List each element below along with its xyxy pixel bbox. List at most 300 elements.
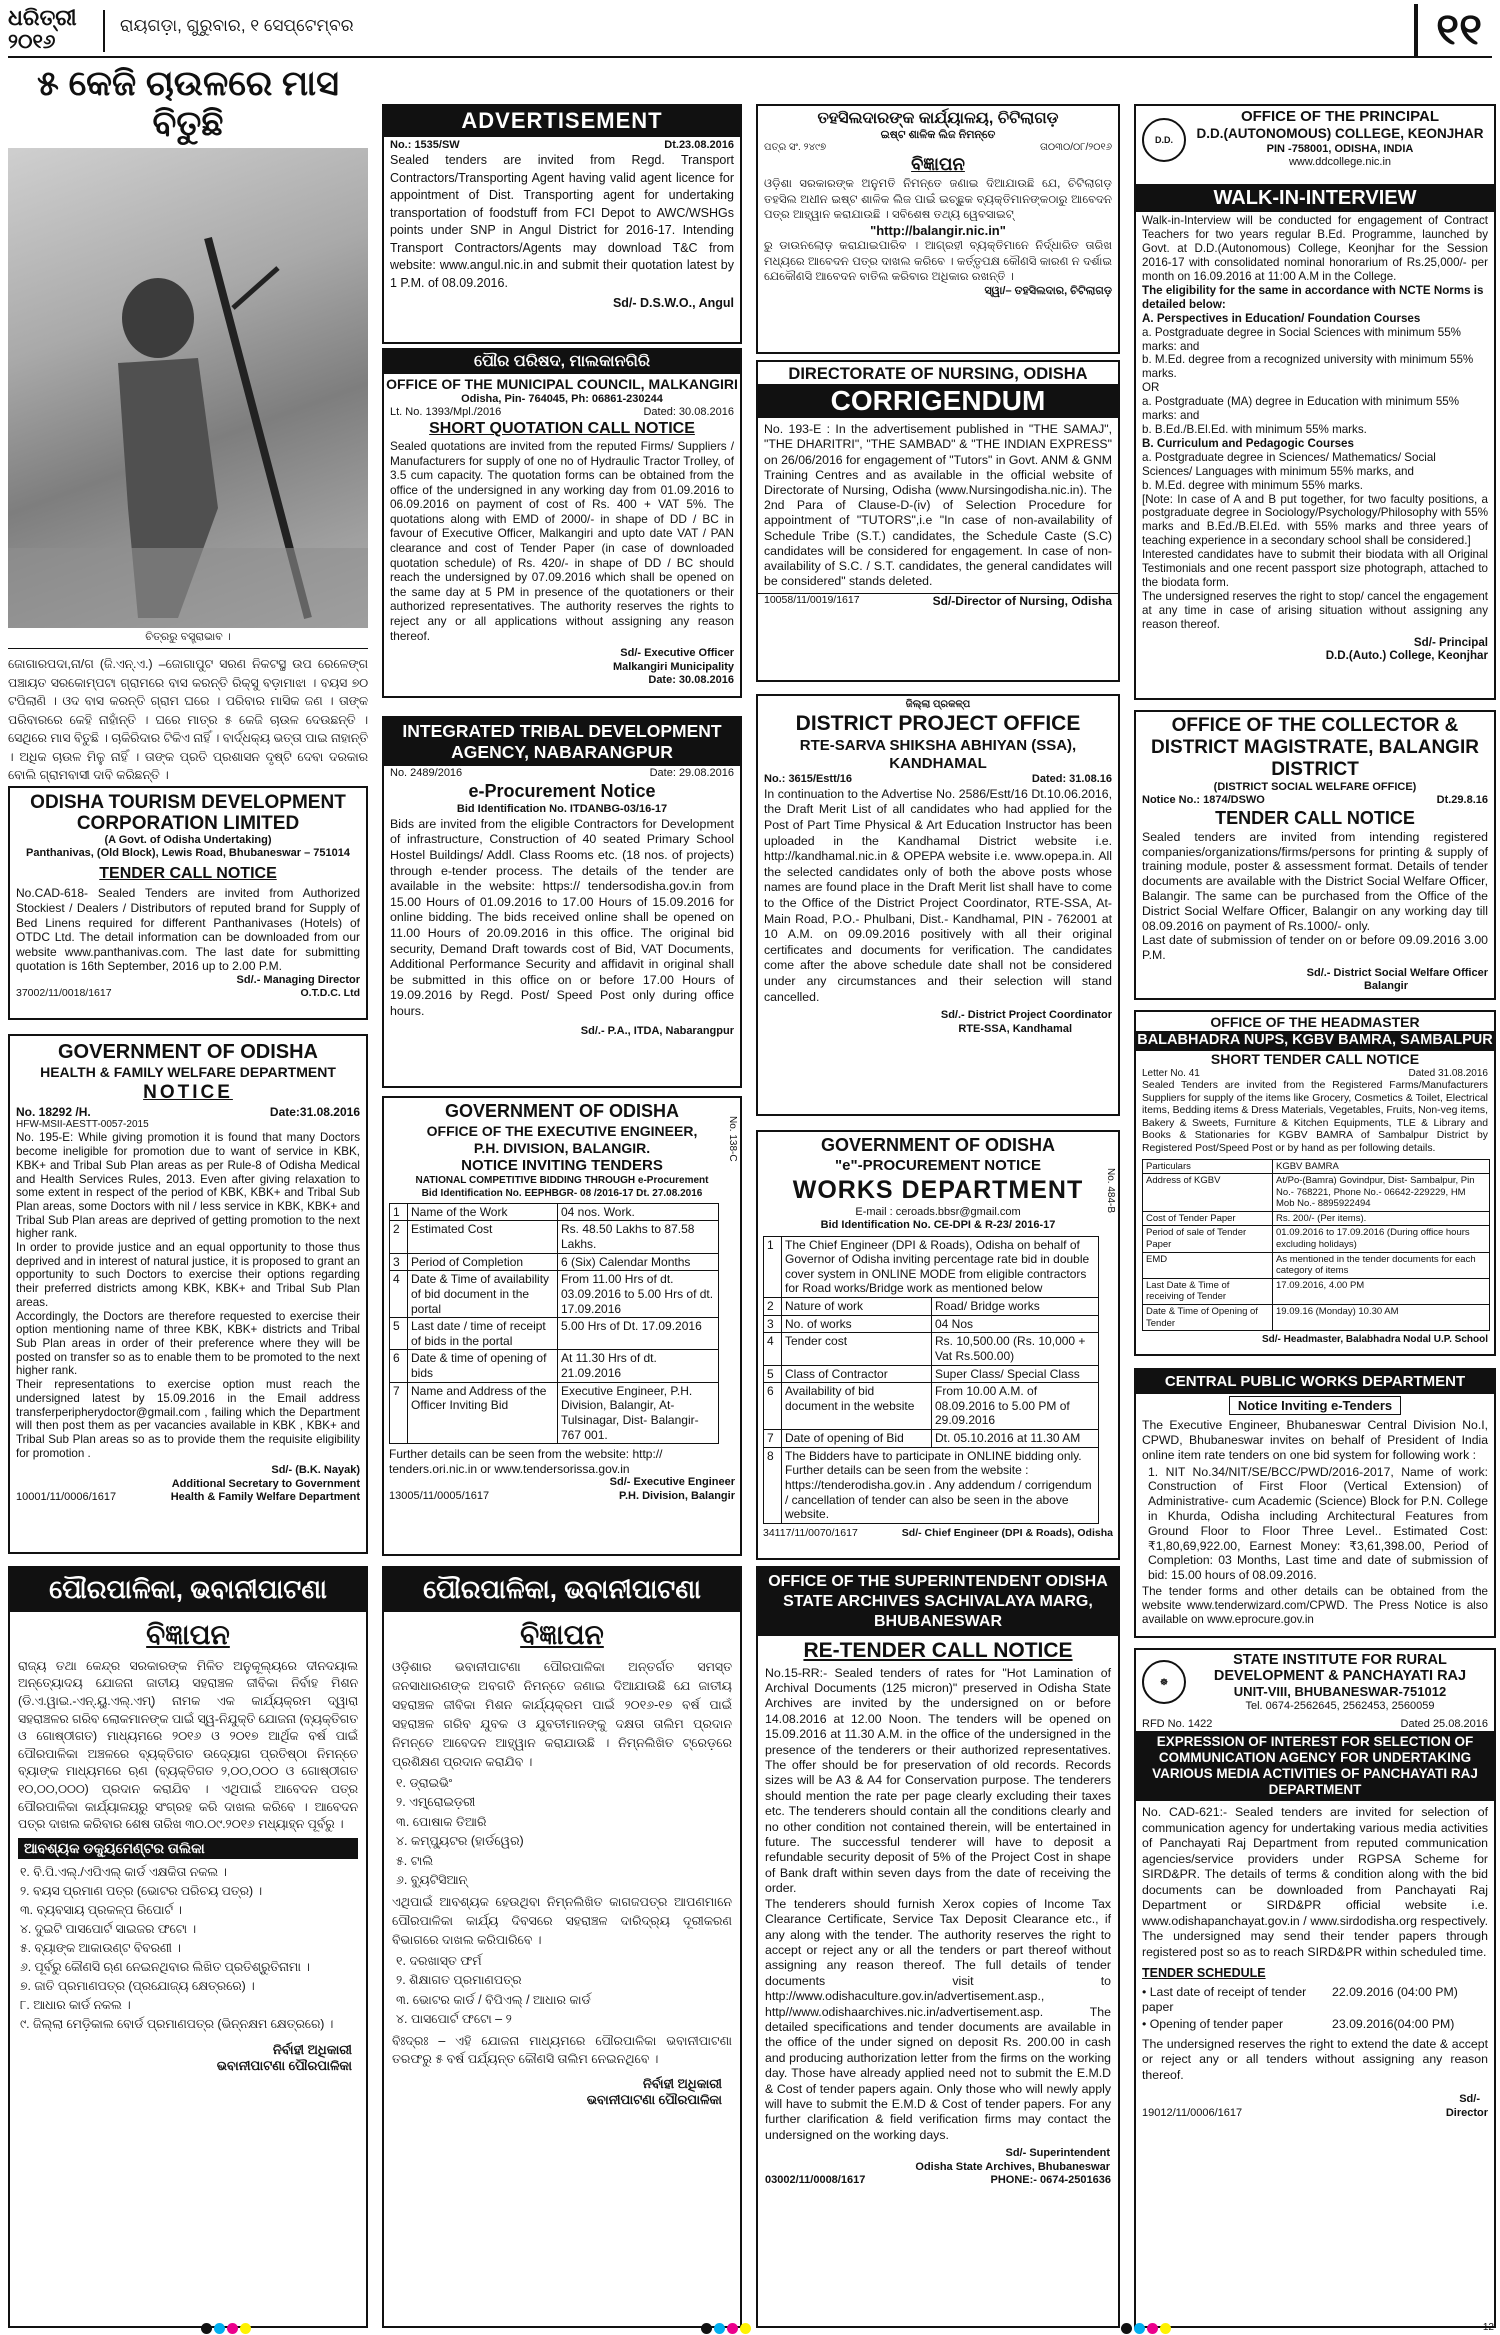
nursing-body: No. 193-E : In the advertisement published in "THE SAMAJ", "THE DHARITRI", "THE SAMBAD" & "THE INDIAN EXPRESS" on 26/06/2016 for engagement of "Tutors" in Govt. ANM & GNM Training Centres and as available in the official website of Directorate of Nursing, Odisha (www.Nursingodisha.nic.in). The 2nd Para of Clause-D-(iv) of Selection Procedure for appointment of "TUTORS",i.e "In case of non-availability of Schedule Tribe (S.T.) candidates, the Schedule Caste (S.C) candidates will be considered for engagement. In case of non-availability of S.C. / S.T. candidates, the general candidates will be considered" stands deleted. — [764, 422, 1112, 589]
ad-nursing — [756, 360, 1120, 682]
doc-list-item: ୯. ଜିଲ୍ଲା ମେଡ଼ିକାଲ ବୋର୍ଡ ପ୍ରମାଣପତ୍ର (ଭିନ୍ନକ୍ଷମ କ୍ଷେତ୍ରରେ) । — [20, 2016, 334, 2031]
bhawani2-title: ପୌରପାଳିକା, ଭବାନୀପାଟଣା — [384, 1568, 740, 1612]
nursing-title: DIRECTORATE OF NURSING, ODISHA — [788, 365, 1088, 383]
malkangiri-ref — [384, 406, 740, 419]
doc-list-item: ୭. ଜାତି ପ୍ରମାଣପତ୍ର (ପ୍ରଯୋଜ୍ୟ କ୍ଷେତ୍ରରେ) । — [20, 1978, 255, 1993]
sirdpr-s1-value: 22.09.2016 (04:00 PM) — [1332, 1984, 1458, 1999]
tahsil-website: "http://balangir.nic.in" — [870, 222, 1006, 238]
sirdpr-s2 — [1136, 2016, 1494, 2033]
cpwd-tail: The tender forms and other details can be obtained from the website www.tenderwizard.com/CPWD. The Press Notice is also available on www.eprocure.gov.in — [1142, 1584, 1488, 1626]
sirdpr-code: 19012/11/0006/1617 — [1142, 2106, 1243, 2119]
trade-list-item: ୪. କମ୍ପ୍ୟୁଟର (ହାର୍ଡୱେର) — [396, 1834, 524, 1849]
otdc-title: ODISHA TOURISM DEVELOPMENT CORPORATION LIMITED — [30, 792, 346, 834]
angul-ref — [390, 139, 734, 152]
sirdpr-tel: Tel. 0674-2562645, 2562453, 2560059 — [1245, 1699, 1435, 1712]
collector-ref — [1142, 794, 1488, 807]
sirdpr-ref — [1136, 1718, 1494, 1731]
table-cell: Period of sale of Tender Paper — [1143, 1226, 1273, 1252]
table-row — [390, 1350, 719, 1382]
ad-ph-division — [382, 1096, 742, 1556]
tahsil-sub: ଇଷ୍ଟ ଶାଳିକ ଲିଜ ନିମନ୍ତେ — [880, 128, 996, 141]
ssa-odia: ଜିଲ୍ଲା ପ୍ରକଳ୍ପ — [905, 699, 971, 710]
table-row — [1143, 1278, 1490, 1304]
principal-b-head: B. Curriculum and Pedagogic Courses — [1142, 436, 1354, 450]
tahsil-signature: ସ୍ୱା/– ତହସିଲଦାର, ଚିଟିଲାଗଡ଼ — [984, 284, 1112, 297]
doc-list-item: ୧. ଦରଖାସ୍ତ ଫର୍ମ — [396, 1953, 482, 1968]
malkangiri-odia: ପୌର ପରିଷଦ, ମାଲକାନଗିରି — [384, 350, 740, 374]
doc-list-item: ୨. ଶିକ୍ଷାଗତ ପ୍ରମାଣପତ୍ର — [396, 1973, 522, 1988]
health-file: HFW-MSII-AESTT-0057-2015 — [16, 1119, 149, 1131]
otdc-sub: (A Govt. of Odisha Undertaking) — [104, 834, 272, 846]
sirdpr-footer — [1136, 2107, 1494, 2120]
cpwd-sub: Notice Inviting e-Tenders — [1229, 1396, 1401, 1415]
table-cell: 2 — [764, 1298, 782, 1316]
table-row — [764, 1365, 1099, 1383]
trade-list-item: ୨. ଏମ୍ବ୍ରୋଇଡ଼ରୀ — [396, 1795, 476, 1810]
collector-no: Notice No.: 1874/DSWO — [1142, 794, 1265, 807]
ad-otdc — [8, 786, 368, 1020]
health-sig-name: Sd/- (B.K. Nayak) — [271, 1464, 360, 1477]
bhawani1-sig-title: ନିର୍ବାହୀ ଅଧିକାରୀ — [272, 2041, 352, 2057]
tahsil-body: ଓଡ଼ିଶା ସରକାରଙ୍କ ଅନୁମତି ନିମନ୍ତେ ଜଣାଇ ଦିଆଯାଉଛି ଯେ, ଚିଟିଲାଗଡ଼ ତହସିଲ ଅଧୀନ ଇଷ୍ଟ ଶାଳିକ ଲିଜ ପାଇଁ ଇଚ୍ଛୁକ ବ୍ୟକ୍ତିମାନଙ୍କଠାରୁ ଆବେଦନ ପତ୍ର ଆହ୍ୱାନ କରାଯାଉଛି । ସବିଶେଷ ତଥ୍ୟ ୱେବସାଇଟ୍ — [764, 177, 1112, 222]
tahsil-no: ପତ୍ର ସଂ. ୨୪୯୭ — [764, 141, 827, 153]
table-row — [764, 1333, 1099, 1365]
table-cell: Date & Time of Opening of Tender — [1143, 1304, 1273, 1330]
table-cell: Period of Completion — [408, 1253, 558, 1271]
table-row — [764, 1447, 1099, 1523]
nursing-footer — [758, 593, 1118, 609]
health-title: GOVERNMENT OF ODISHA — [57, 1041, 318, 1063]
table-cell: 6 — [390, 1350, 408, 1382]
principal-note: [Note: In case of A and B put together, for two faculty positions, a postgraduate degree in Sociology/Psychology/Philosophy with 55% marks and B.Ed./B.El.Ed. with 55% marks and three years of teaching experience in a secondary school shall be considered.] — [1142, 492, 1488, 548]
table-cell: Date of opening of Bid — [782, 1430, 932, 1448]
principal-web: www.ddcollege.nic.in — [1288, 156, 1392, 169]
bhawani2-trade-list — [384, 1772, 740, 1893]
tahsil-title: ତହସିଲଦାରଙ୍କ କାର୍ଯ୍ୟାଳୟ, ଚିଟିଲାଗଡ଼ — [817, 110, 1059, 127]
ad-tahsil — [756, 104, 1120, 354]
ssa-sub: RTE-SARVA SHIKSHA ABHIYAN (SSA), KANDHAMAL — [799, 736, 1077, 773]
bhawani2-mid: ଏଥିପାଇଁ ଆବଶ୍ୟକ ହେଉଥିବା ନିମ୍ନଲିଖିତ କାଗଜପତ୍ର ଆପଣମାନେ ପୌରପାଳିକା କାର୍ଯ୍ୟ ଦିବସରେ ସହରାଞ୍ଚଳ ଦାରିଦ୍ର୍ୟ ଦୂରୀକରଣ ବିଭାଗରେ ଦାଖଲ କରିପାରିବେ । — [392, 1894, 732, 1947]
principal-pin: PIN -758001, ODISHA, INDIA — [1266, 142, 1414, 155]
principal-b1: a. Postgraduate degree in Sciences/ Mathematics/ Social Sciences/ Languages with minimum 55% marks, and — [1142, 450, 1436, 478]
table-cell: At 11.30 Hrs of dt. 21.09.2016 — [558, 1350, 719, 1382]
sirdpr-s2-label: • Opening of tender paper — [1142, 2016, 1284, 2031]
bhawani1-doc-list — [10, 1863, 366, 2034]
ph-tail: Further details can be seen from the website: http:// tenders.ori.nic.in or www.tendersorissa.gov.in — [389, 1447, 663, 1476]
table-cell: Last date / time of receipt of bids in the portal — [408, 1318, 558, 1350]
doc-list-item: ୫. ବ୍ୟାଙ୍କ ଆକାଉଣ୍ଟ ବିବରଣୀ । — [20, 1940, 181, 1955]
otdc-org: O.T.D.C. Ltd — [300, 987, 360, 1000]
page-number: ୧୧ — [1414, 4, 1482, 56]
table-cell: As mentioned in the tender documents for each category of items — [1273, 1252, 1490, 1278]
itda-bid: Bid Identification No. ITDANBG-03/16-17 — [456, 803, 668, 816]
collector-notice: TENDER CALL NOTICE — [1215, 807, 1415, 828]
collector-sig1: Sd/.- District Social Welfare Officer — [1306, 966, 1488, 979]
ph-notice: NOTICE INVITING TENDERS — [461, 1157, 663, 1175]
archives-phone: PHONE:- 0674-2501636 — [990, 2174, 1111, 2187]
collector-body: Sealed tenders are invited from intending registered companies/organizations/firms/persons for printing & supply of training module, poster & assessment format. Details of tender documents are available with the District Social Welfare Officer, Balangir. The same can be purchased from the Office of the District Social Welfare Officer, Balangir on any working day till 08.09.2016 on payment of Rs.1000/- only. Last date of submission of tender on or before 09.09.2016 3.00 P.M. — [1142, 829, 1488, 963]
malkangiri-notice: SHORT QUOTATION CALL NOTICE — [429, 420, 695, 438]
works-bid: Bid Identification No. CE-DPI & R-23/ 2016-17 — [820, 1219, 1056, 1232]
sirdpr-unit: UNIT-VIII, BHUBANESWAR-751012 — [1233, 1684, 1447, 1699]
health-sig-role: Additional Secretary to Government — [171, 1477, 360, 1490]
bhawani2-heading: ବିଜ୍ଞାପନ — [520, 1618, 604, 1650]
table-cell: Cost of Tender Paper — [1143, 1211, 1273, 1226]
doc-list-item: ୮. ଆଧାର କାର୍ଡ ନକଲ । — [20, 1997, 131, 2012]
ph-sig2: P.H. Division, Balangir — [619, 1489, 735, 1502]
table-cell: Estimated Cost — [408, 1221, 558, 1253]
sirdpr-sched: TENDER SCHEDULE — [1142, 1966, 1266, 1981]
ad-itda — [382, 716, 742, 1088]
ssa-sig2: RTE-SSA, Kandhamal — [958, 1022, 1072, 1035]
table-cell: Availability of bid document in the website — [782, 1383, 932, 1430]
table-cell: Name and Address of the Officer Inviting Bid — [408, 1382, 558, 1444]
collector-sig2: Balangir — [1363, 980, 1408, 993]
doc-list-item: ୪. ଦୁଇଟି ପାସପୋର୍ଟ ସାଇଜର ଫଟୋ । — [20, 1921, 196, 1936]
works-title: GOVERNMENT OF ODISHA — [820, 1135, 1055, 1155]
otdc-notice: TENDER CALL NOTICE — [99, 864, 277, 882]
doc-list-item: ୩. ବ୍ୟବସାୟ ପ୍ରକଳ୍ପ ରିପୋର୍ଟ । — [20, 1902, 182, 1917]
principal-elig: The eligibility for the same in accordance with NCTE Norms is detailed below: — [1142, 283, 1484, 311]
cpwd-body: The Executive Engineer, Bhubaneswar Central Division No.I, CPWD, Bhubaneswar invites on behalf of President of India online item rate tenders on one bid system for following work : — [1142, 1418, 1488, 1462]
table-row — [764, 1298, 1099, 1316]
kgbv-title: OFFICE OF THE HEADMASTER — [1210, 1014, 1420, 1030]
works-email: E-mail : ceroads.bbsr@gmail.com — [855, 1205, 1021, 1218]
angul-date: Dt.23.08.2016 — [664, 138, 734, 151]
itda-no: No. 2489/2016 — [390, 767, 463, 779]
table-cell: Super Class/ Special Class — [932, 1365, 1099, 1383]
table-cell: 4 — [390, 1271, 408, 1318]
tahsil-date: ତା୦୩୦/୦୮/୨୦୧୬ — [1039, 141, 1112, 153]
ad-bhawanipatna-1 — [8, 1566, 368, 2328]
ssa-title: DISTRICT PROJECT OFFICE — [795, 712, 1081, 736]
doc-list-item: ୪. ପାସପୋର୍ଟ ଫଟୋ – ୨ — [396, 2012, 512, 2027]
table-cell: At/Po-(Bamra) Govindpur, Dist- Sambalpur, Pin No.- 768221, Phone No.- 06642-229229, HM Mob No.- 8895922494 — [1273, 1174, 1490, 1212]
archives-footer — [758, 2174, 1118, 2187]
archives-title: OFFICE OF THE SUPERINTENDENT ODISHA STATE ARCHIVES SACHIVALAYA MARG, BHUBANESWAR — [758, 1568, 1118, 1636]
bhawani1-body: ରାଜ୍ୟ ତଥା କେନ୍ଦ୍ର ସରକାରଙ୍କ ମିଳିତ ଅନୁକୂଲ୍ୟରେ ଦୀନଦୟାଲ ଅନ୍ତ୍ୟୋଦୟ ଯୋଜନା ଜାତୀୟ ସହରାଞ୍ଚଳ ଜୀବିକା ନିର୍ବାହ ମିଶନ (ଡି.ଏ.ୱାଇ.-ଏନ୍.ୟୁ.ଏଲ୍.ଏମ୍) ନାମକ ଏକ କାର୍ଯ୍ୟକ୍ରମ ଦ୍ୱାରା ସହରାଞ୍ଚଳର ଗରିବ ଲୋକମାନଙ୍କ ପାଇଁ ସ୍ୱ-ନିଯୁକ୍ତି ଯୋଜନା (ବ୍ୟକ୍ତିଗତ ଓ ଗୋଷ୍ଠୀଗତ) ମାଧ୍ୟମରେ ୨୦୧୬ ଓ ୨୦୧୭ ଆର୍ଥିକ ବର୍ଷ ପାଇଁ ପୌରପାଳିକା ଅଞ୍ଚଳରେ ବ୍ୟକ୍ତିଗତ ଉଦ୍ୟୋଗ ପ୍ରତିଷ୍ଠା ନିମନ୍ତେ ବ୍ୟାଙ୍କ ମାଧ୍ୟମରେ ଋଣ (ବ୍ୟକ୍ତିଗତ ୨,୦୦,୦୦୦ ଓ ଗୋଷ୍ଠୀଗତ ୧୦,୦୦,୦୦୦) ପ୍ରଦାନ କରାଯିବ । ଏଥିପାଇଁ ଆବେଦନ ପତ୍ର ପୌରପାଳିକା କାର୍ଯ୍ୟାଳୟରୁ ସଂଗ୍ରହ କରି ଦାଖଲ କରିବେ । ଆବେଦନ ପତ୍ର ଦାଖଲ କରିବାର ଶେଷ ତାରିଖ ୩୦.୦୯.୨୦୧୬ ମଧ୍ୟାହ୍ନ ପୂର୍ବରୁ । — [18, 1658, 359, 1832]
ph-bid-id: Bid Identification No. EEPHBGR- 08 /2016-17 Dt. 27.08.2016 — [421, 1187, 703, 1199]
works-signature: Sd/- Chief Engineer (DPI & Roads), Odisha — [901, 1526, 1113, 1539]
itda-heading: e-Procurement Notice — [468, 781, 656, 802]
health-sub: HEALTH & FAMILY WELFARE DEPARTMENT — [40, 1064, 336, 1081]
table-cell: KGBV BAMRA — [1273, 1159, 1490, 1174]
paper-year: ୨୦୧୬ — [8, 31, 56, 53]
ph-sub2: P.H. DIVISION, BALANGIR. — [473, 1140, 651, 1157]
table-cell: Class of Contractor — [782, 1365, 932, 1383]
table-row — [390, 1271, 719, 1318]
health-notice: NOTICE — [143, 1082, 233, 1104]
health-no: No. 18292 /H. — [16, 1104, 91, 1119]
tahsil-ref — [764, 142, 1112, 154]
principal-b2: b. M.Ed. degree with minimum 55% marks. — [1142, 478, 1364, 492]
principal-a2: b. M.Ed. degree from a recognized university with minimum 55% marks. — [1142, 353, 1474, 381]
table-cell: Nature of work — [782, 1298, 932, 1316]
malkangiri-lt: Lt. No. 1393/Mpl./2016 — [390, 406, 502, 418]
ad-bhawanipatna-2 — [382, 1566, 742, 2328]
cmyk-dots-3 — [1120, 2322, 1172, 2335]
sirdpr-tail: The undersigned reserves the right to extend the date & accept or reject any or all tenders without assigning any reason thereof. — [1142, 2036, 1488, 2082]
table-cell: The Chief Engineer (DPI & Roads), Odisha on behalf of Governor of Odisha inviting percentage rate bid in double cover system in ONLINE MODE from eligible contractors for Road works/Bridge work as mentioned below — [782, 1236, 1099, 1298]
itda-signature: Sd/.- P.A., ITDA, Nabarangpur — [580, 1025, 734, 1038]
table-cell: 7 — [390, 1382, 408, 1444]
table-row — [390, 1203, 719, 1221]
health-footer — [16, 1478, 360, 1505]
table-cell: No. of works — [782, 1315, 932, 1333]
table-row — [1143, 1304, 1490, 1330]
kgbv-sub: BALABHADRA NUPS, KGBV BAMRA, SAMBALPUR — [1136, 1031, 1494, 1051]
kgbv-signature: Sd/- Headmaster, Balabhadra Nodal U.P. School — [1262, 1334, 1488, 1346]
sirdpr-body: No. CAD-621:- Sealed tenders are invited for selection of communication agency for undertaking various media activities of Panchayati Raj Department from reputed communication agencies/service providers under RGPSA Scheme for SIRD&PR. The details of terms & condition along with the bid documents can be downloaded from Panchayati Raj Department or SIRD&PR official website i.e. www.odishapanchayat.gov.in / www.sirdodisha.org respectively. The undersigned may send their tender papers through registered post so as to reach SIRD&PR within scheduled time. — [1142, 1805, 1488, 1959]
table-row — [390, 1253, 719, 1271]
tahsil-heading: ବିଜ୍ଞାପନ — [911, 154, 965, 175]
ad-sirdpr — [1134, 1648, 1496, 2328]
health-ref — [16, 1105, 360, 1120]
principal-sig2: D.D.(Auto.) College, Keonjhar — [1325, 649, 1488, 663]
cpwd-sub-wrap — [1136, 1398, 1494, 1414]
table-cell: Dt. 05.10.2016 at 11.30 AM — [932, 1430, 1099, 1448]
table-cell: 17.09.2016, 4.00 PM — [1273, 1278, 1490, 1304]
ad-kgbv — [1134, 1010, 1496, 1356]
ph-tender-table — [389, 1203, 719, 1444]
cpwd-title: CENTRAL PUBLIC WORKS DEPARTMENT — [1136, 1370, 1494, 1394]
principal-tail: Interested candidates have to submit their biodata with all Original Testimonials and one recent passport size photograph, attached to the biodata form. The undersigned reserves the right to stop/ cancel the engagement at any time in case of arising situation without assigning any reason thereof. — [1142, 548, 1488, 631]
ssa-sig1: Sd/.- District Project Coordinator — [940, 1009, 1112, 1022]
collector-sub: (DISTRICT SOCIAL WELFARE OFFICE) — [1213, 781, 1417, 793]
principal-body: Walk-in-Interview will be conducted for engagement of Contract Teachers for two years regular B.Ed. Programme, launched by Govt. at D.D.(Autonomous) College, Keonjhar for the Session 2016-17 with consolidated nominal honorarium of Rs.25,000/- per month on 16.09.2016 at 11:00 A.M in the College. — [1142, 214, 1488, 284]
principal-heading: WALK-IN-INTERVIEW — [1136, 184, 1494, 212]
otdc-footer — [16, 987, 360, 1000]
table-cell: 19.09.16 (Monday) 10.30 AM — [1273, 1304, 1490, 1330]
table-cell: Date & Time of availability of bid document in the portal — [408, 1271, 558, 1318]
works-sub: "e"-PROCUREMENT NOTICE — [835, 1156, 1041, 1174]
story-photo — [8, 148, 368, 628]
malkangiri-date: Dated: 30.08.2016 — [643, 406, 734, 418]
table-cell: 4 — [764, 1333, 782, 1365]
table-cell: Road/ Bridge works — [932, 1298, 1099, 1316]
archives-sig1: Sd/- Superintendent — [1005, 2147, 1110, 2160]
archives-sig2: Odisha State Archives, Bhubaneswar — [915, 2160, 1110, 2173]
sirdpr-heading: EXPRESSION OF INTEREST FOR SELECTION OF COMMUNICATION AGENCY FOR UNDERTAKING VARIOUS MEDIA ACTIVITIES OF PANCHAYATI RAJ DEPARTMENT — [1136, 1731, 1494, 1801]
principal-college: D.D.(AUTONOMOUS) COLLEGE, KEONJHAR — [1196, 126, 1484, 142]
ad-works-dept — [756, 1130, 1120, 1560]
table-row — [390, 1318, 719, 1350]
ad-principal — [1134, 104, 1496, 700]
nursing-code: 10058/11/0019/1617 — [764, 594, 860, 607]
principal-or: OR — [1142, 381, 1160, 395]
ad-health-dept — [8, 1034, 368, 1554]
ssa-no: No.: 3615/Estt/16 — [764, 773, 853, 786]
ssa-date: Dated: 31.08.16 — [1031, 773, 1112, 786]
sirdpr-header — [1136, 1650, 1494, 1718]
collector-title: OFFICE OF THE COLLECTOR & DISTRICT MAGISTRATE, BALANGIR DISTRICT — [1151, 715, 1479, 780]
table-cell: Name of the Work — [408, 1203, 558, 1221]
itda-body: Bids are invited from the eligible Contractors for Development of infrastructure, Construction of 40 seated Primary School Hostel Buildings/ Addl. Class Rooms etc. (18 nos. of projects) through e-tender process. The details of the tender are available in the website: https:// tendersodisha.gov.in from 15.00 Hours of 01.09.2016 to 17.00 Hours of 15.09.2016 for online bidding. The bids received online shall be opened on 11.00 Hours of 20.09.2016 in this office. The original bid security, Demand Draft towards cost of Bid, VAT Documents, Additional Performance Security and affidavit in original shall be submitted in this office on or before 17.00 Hours of 19.09.2016 by Regd. Post/ Speed Post only during office hours. — [390, 816, 734, 1018]
table-cell: 1 — [764, 1236, 782, 1298]
sirdpr-rfd: RFD No. 1422 — [1142, 1718, 1213, 1730]
bhawani2-tail: ବିଃଦ୍ରଃ – ଏହି ଯୋଜନା ମାଧ୍ୟମରେ ପୌରପାଳିକା ଭବାନୀପାଟଣା ତରଫରୁ ୫ ବର୍ଷ ପର୍ଯ୍ୟନ୍ତ କୌଣସି ତାଲିମ ନେଇନଥିବେ । — [392, 2033, 732, 2066]
works-footer — [763, 1527, 1113, 1540]
sirdpr-s1 — [1136, 1984, 1494, 2016]
story-body: ଜୋଗାରପଦା,ନା/ଗ (ଜି.ଏନ୍.ଏ.) –ଜୋଗାପୁଟ ସରଣ ନିକଟସ୍ଥ ଉପ ରେଳେଙ୍ଗ ପଞ୍ଚାୟତ ସରକୋମ୍ପଟା ଗ୍ରାମରେ ବାସ କରନ୍ତି ରିକ୍ସୁ ବଡ଼ାମାଝା । ବୟସ ୭୦ ଟପିଲାଣି । ଓଦ ବାସ କରନ୍ତି ଗ୍ରାମ ଘରେ । ପରିବାର ମାସିକ ଜଣ । ତାଙ୍କ ପରିବାରରେ କେହି ନାହାଁନ୍ତି । ଘରେ ମାତ୍ର ୫ କେଜି ଚାଉଳ ଦେଉଛନ୍ତି । ସେଥିରେ ମାସ ବିତୁଛି । ଚାକିରିଦାର ଟିକିଏ ନାହିଁ । ବାର୍ଦ୍ଧକ୍ୟ ଭତ୍ତା ପାଇ ନାହାନ୍ତି । ଅଧିକ ଚାଉଳ ମିଳୁ ନାହିଁ । ତାଙ୍କ ପ୍ରତି ପ୍ରଶାସନ ଦୃଷ୍ଟି ଦେବା ଦରକାର ବୋଲି ଗ୍ରାମବାସୀ ଦାବି କରିଛନ୍ତି । — [8, 657, 368, 783]
sirdpr-s1-label: • Last date of receipt of tender paper — [1142, 1984, 1307, 2014]
table-cell: 04 Nos — [932, 1315, 1099, 1333]
ph-side-no: No. 138-C — [727, 1116, 738, 1162]
health-code: 10001/11/0006/1617 — [16, 1491, 117, 1504]
bhawani2-doc-list — [384, 1950, 740, 2032]
principal-header — [1136, 106, 1494, 184]
table-row — [390, 1221, 719, 1253]
table-cell: Rs. 200/- (Per items). — [1273, 1211, 1490, 1226]
archives-notice: RE-TENDER CALL NOTICE — [803, 1639, 1073, 1662]
print-registration-marks — [0, 2322, 1500, 2335]
table-cell: 6 — [764, 1383, 782, 1430]
photo-caption: ଚିତ୍ରରୁ ବସ୍ତ୍ରାଭାବ । — [145, 631, 231, 643]
trade-list-item: ୬. ବ୍ୟୁଟିସିଆନ୍ — [396, 1873, 468, 1888]
collector-date: Dt.29.8.16 — [1436, 794, 1488, 807]
dateline: ରାୟଗଡ଼ା, ଗୁରୁବାର, ୧ ସେପ୍ଟେମ୍ବର — [120, 16, 354, 35]
bhawani2-body: ଓଡ଼ିଶାର ଭବାନୀପାଟଣା ପୌରପାଳିକା ଅନ୍ତର୍ଗତ ସମସ୍ତ ଜନସାଧାରଣଙ୍କ ଅବଗତି ନିମନ୍ତେ ଜଣାଇ ଦିଆଯାଉଛି ଯେ ଜାତୀୟ ସହରାଞ୍ଚଳ ଜୀବିକା ମିଶନ କାର୍ଯ୍ୟକ୍ରମ ପାଇଁ ୨୦୧୬-୧୭ ବର୍ଷ ପାଇଁ ସହରାଞ୍ଚଳ ଗରିବ ଯୁବକ ଓ ଯୁବତୀମାନଙ୍କୁ ଦକ୍ଷତା ତାଲିମ ପ୍ରଦାନ ନିମନ୍ତେ ଆବେଦନ ଆହ୍ୱାନ କରାଯାଉଛି । ନିମ୍ନଲିଖିତ ଟ୍ରେଡ଼ରେ ପ୍ରଶିକ୍ଷଣ ପ୍ରଦାନ କରାଯିବ । — [392, 1659, 732, 1769]
table-row — [1143, 1226, 1490, 1252]
angul-no: No.: 1535/SW — [390, 138, 460, 151]
otdc-address: Panthanivas, (Old Block), Lewis Road, Bhubaneswar – 751014 — [26, 847, 350, 860]
itda-title: INTEGRATED TRIBAL DEVELOPMENT AGENCY, NABARANGPUR — [384, 718, 740, 766]
health-body: No. 195-E: While giving promotion it is found that many Doctors become ineligible for promotion due to want of service in KBK, KBK+ and Tribal Sub Plan areas as per Rule-8 of Odisha Medical and Health Services Rules, 2013. Even after giving relaxation to some extent in respect of the period of KBK, KBK+ and Tribal Sub Plan areas, some Doctors with nil / less service in KBK, KBK+ and Tribal Sub Plan areas are deprived of getting promotion to the next higher rank. In order to provide justice and an equal opportunity to those thus deprived and in interest of natural justice, it is proposed to grant an opportunity to such Doctors to exercise their options regarding their preferred districts among KBK, KBK+ and Tribal Sub Plan areas. Accordingly, the Doctors are therefore requested to exercise their option mentioning name of three KBK, KBK+ districts and Tribal Sub Plan areas in order of their preference where they will be posted on transfer so as to enable them to be promoted to the next higher rank. Their representations to exercise option must reach the undersigned latest by 15.09.2016 in the Email address transferperipherydoctor@gmail.com , failing which the Department will then post them as per vacancies available in KBK , KBK+ and Tribal Sub Plan areas so as to provide them the requisite eligibility for promotion . — [16, 1131, 360, 1460]
masthead-divider — [103, 10, 105, 52]
ssa-body: In continuation to the Advertise No. 2586/Estt/16 Dt.10.06.2016, the Draft Merit List of all candidates who had applied for the Post of Part Time Physical & Art Education Instructor has been uploaded in the Kandhamal District website i.e. http://kandhamal.nic.in & OPEPA website i.e. www.opepa.in. All the selected candidates only of both the above posts whose names are found place in the Draft Merit list shall have to come to the Office of the District Project Coordinator, RTE-SSA, At- Main Road, P.O.- Phulbani, Dist.- Kandhamal, PIN - 762001 at 10 A.M. on 09.09.2016 positively with all their original certificates and documents for verification. The candidates come after the above schedule date shall not be considered under any circumstances and their selection will stand cancelled. — [764, 786, 1112, 1004]
otdc-code: 37002/11/0018/1617 — [16, 987, 112, 1000]
table-cell: 5 — [390, 1318, 408, 1350]
table-cell: 04 nos. Work. — [558, 1203, 719, 1221]
ad-collector-balangir — [1134, 710, 1496, 1000]
cmyk-dots-2 — [700, 2322, 752, 2335]
doc-list-item: ୧. ବି.ପି.ଏଲ୍./ଏପିଏଲ୍ କାର୍ଡ ଏକ୍ଷକିତା ନକଲ । — [20, 1864, 227, 1879]
otdc-signature: Sd/.- Managing Director — [236, 974, 360, 987]
ad-malkangiri — [382, 348, 742, 698]
health-date: Date:31.08.2016 — [269, 1104, 360, 1119]
table-row — [390, 1382, 719, 1444]
bhawani1-list-title: ଆବଶ୍ୟକ ଡକ୍ୟୁମେଣ୍ଟର ତାଲିକା — [18, 1838, 358, 1859]
ph-title: GOVERNMENT OF ODISHA — [444, 1101, 679, 1121]
doc-list-item: ୨. ବୟସ ପ୍ରମାଣ ପତ୍ର (ଭୋଟର ପରିଚୟ ପତ୍ର) । — [20, 1883, 263, 1898]
table-cell: 2 — [390, 1221, 408, 1253]
malkangiri-body: Sealed quotations are invited from the reputed Firms/ Suppliers / Manufacturers for supply of one no of Hydraulic Tractor Trolley, of 3.5 cum capacity. The quotation forms can be obtained from the office of the undersigned in any working day from 01.09.2016 to 06.09.2016 on payment of cost of Rs. 400 + VAT 5%. The quotations along with EMD of 2000/- in shape of DD / BC in favour of Executive Officer, Malkangiri and upto date VAT / PAN clearance and cost of Tender Paper (in case of downloaded quotation schedule) of Rs. 420/- in shape of DD / BC should reach the undersigned by 07.09.2016 which shall be opened on the same day at 5 PM in presence of the quotationers or their authorized representatives. The authority reserves the rights to reject any or all applications without assigning any reason thereof. — [390, 438, 734, 643]
angul-body: Sealed tenders are invited from Regd. Transport Contractors/Transporting Agent having valid agent licence for appointment of Dist. Transporting agent for undertaking transportation of foodstuff from FCI Depot to AWC/WSHGs points under SNP in Angul District for 2016-17. Intending Transport Contractors/Agents may download T&C from website: www.angul.nic.in and submit their quotation latest by 1 P.M. of 08.09.2016. — [390, 153, 734, 290]
sirdpr-header-text — [1190, 1652, 1490, 1713]
archives-body: No.15-RR:- Sealed tenders of rates for "Hot Lamination of Archival Documents (125 micron)" preserved in Odisha State Archives are invited by the undersigned on or before 14.08.2016 at 12.00 Noon. The tenders will be opened on 15.09.2016 at 11.30 A.M. in the office of the undersigned in the presence of the tenderers or their authorized representatives. The offer should be for preservation of old records. Records sizes will be A3 & A4 for Conservation purpose. The tenderers should mention the rate per page clearly excluding their taxes etc. The tenderers should contain all the conditions clearly and no other condition not contained therein, will be entertained in future. The successful tenderer will have to deposit a refundable security deposit of 5% of the Project Cost in shape of Bank draft within seven days from the date of receiving the order. The tenderers should furnish Xerox copies of Income Tax Clearance Certificate, Service Tax Deposit Clearance etc., if any along with the tender. The authority reserves the right to accept or reject any or all the tenders or part thereof without assigning any reason thereof. The full details of tender documents visit to http://www.odishaculture.gov.in/advertisement.asp., http//www.odishaarchives.nic.in/advertisement.asp. The detailed specifications and tender documents are available in the office of the under signed on deposit Rs. 200.00 in cash and producing authorization letter from the firms on the working day. Those have already applied need not to submit the E.M.D & Cost of tender papers again. Only those who will newly apply will have to submit the E.M.D & Cost of tender papers. For any further clarification & field verification firms may contact the undersigned on the working days. — [765, 1665, 1111, 2142]
sirdpr-sig2: Director — [1445, 2106, 1488, 2119]
table-cell: 3 — [390, 1253, 408, 1271]
ph-sub1: OFFICE OF THE EXECUTIVE ENGINEER, — [426, 1122, 698, 1139]
sirdpr-logo-icon: ☸ — [1142, 1660, 1186, 1704]
malkangiri-sig1: Sd/- Executive Officer — [620, 647, 734, 660]
nursing-heading: CORRIGENDUM — [758, 384, 1118, 418]
table-cell: Tender cost — [782, 1333, 932, 1365]
footer-page-no: 12 — [1482, 2322, 1494, 2333]
paper-logo: ଧରିତ୍ରୀ — [8, 5, 77, 30]
table-cell: 5.00 Hrs of Dt. 17.09.2016 — [558, 1318, 719, 1350]
bhawani1-heading: ବିଜ୍ଞାପନ — [146, 1618, 230, 1650]
malkangiri-sig3: Date: 30.08.2016 — [648, 674, 734, 687]
table-cell: Address of KGBV — [1143, 1174, 1273, 1212]
principal-a1: a. Postgraduate degree in Social Sciences with minimum 55% marks: and — [1142, 325, 1461, 353]
trade-list-item: ୧. ଡ୍ରାଇଭିଂ — [396, 1775, 453, 1790]
principal-a-head: A. Perspectives in Education/ Foundation Courses — [1142, 311, 1421, 325]
kgbv-table — [1142, 1159, 1490, 1332]
table-row — [1143, 1211, 1490, 1226]
itda-ref — [384, 766, 740, 781]
malkangiri-title: OFFICE OF THE MUNICIPAL COUNCIL, MALKANGIRI — [386, 375, 738, 392]
table-row — [764, 1236, 1099, 1298]
ad-angul — [382, 104, 742, 344]
table-cell: Executive Engineer, P.H. Division, Balangir, At- Tulsinagar, Dist- Balangir-767 001. — [558, 1382, 719, 1444]
kgbv-ref — [1136, 1068, 1494, 1080]
works-tender-table — [763, 1236, 1099, 1524]
table-cell: 1 — [390, 1203, 408, 1221]
archives-code: 03002/11/0008/1617 — [765, 2174, 866, 2187]
kgbv-notice: SHORT TENDER CALL NOTICE — [1210, 1050, 1420, 1067]
angul-title: ADVERTISEMENT — [384, 106, 740, 137]
table-cell: EMD — [1143, 1252, 1273, 1278]
principal-sig1: Sd/- Principal — [1413, 635, 1488, 649]
ph-sig1: Sd/- Executive Engineer — [609, 1476, 735, 1489]
ph-bidding: NATIONAL COMPETITIVE BIDDING THROUGH e-Procurement — [415, 1175, 709, 1187]
nursing-signature: Sd/-Director of Nursing, Odisha — [932, 594, 1112, 609]
table-cell: Date & time of opening of bids — [408, 1350, 558, 1382]
bhawani1-title: ପୌରପାଳିକା, ଭବାନୀପାଟଣା — [10, 1568, 366, 1612]
table-cell: 01.09.2016 to 17.09.2016 (During office hours excluding holidays) — [1273, 1226, 1490, 1252]
bhawani2-sig-title: ନିର୍ବାହୀ ଅଧିକାରୀ — [642, 2075, 722, 2091]
table-row — [764, 1383, 1099, 1430]
elderly-man-photo — [8, 148, 368, 628]
table-row — [1143, 1159, 1490, 1174]
college-logo-icon: D.D. — [1142, 118, 1186, 162]
cmyk-dots-1 — [200, 2322, 252, 2335]
doc-list-item: ୩. ଭୋଟର କାର୍ଡ / ବିପିଏଲ୍ / ଆଧାର କାର୍ଡ — [396, 1992, 591, 2007]
kgbv-letter: Letter No. 41 — [1142, 1067, 1200, 1079]
kgbv-date: Dated 31.08.2016 — [1408, 1067, 1488, 1079]
principal-content — [1136, 212, 1494, 665]
sirdpr-sig1: Sd/- — [1459, 2093, 1480, 2106]
table-cell: 5 — [764, 1365, 782, 1383]
table-cell: From 10.00 A.M. of 08.09.2016 to 5.00 PM of 29.09.2016 — [932, 1383, 1099, 1430]
otdc-body: No.CAD-618- Sealed Tenders are invited from Authorized Stockiest / Dealers / Distributors of reputed brand for Supply of Bed Linens required for different Panthanivases (Hotels) of OTDC Ltd. The detail information can be downloaded from our website www.panthanivas.com. The last date for submitting quotation is 16th September, 2016 up to 2.00 P.M. — [16, 886, 360, 974]
table-cell: The Bidders have to participate in ONLINE bidding only. Further details can be seen from the website : https://tenderodisha.gov.in . Any addendum / corrigendum / cancellation of tender can also be seen in the above website. — [782, 1447, 1099, 1523]
table-cell: 6 (Six) Calendar Months — [558, 1253, 719, 1271]
principal-a3: a. Postgraduate (MA) degree in Education with minimum 55% marks: and — [1142, 395, 1460, 423]
table-row — [764, 1315, 1099, 1333]
bhawani2-sig-office: ଭବାନୀପାଟଣା ପୌରପାଳିକା — [586, 2091, 722, 2107]
sirdpr-title: STATE INSTITUTE FOR RURAL DEVELOPMENT & PANCHAYATI RAJ — [1213, 1652, 1467, 1684]
table-cell: 7 — [764, 1430, 782, 1448]
table-cell: Rs. 10,500.00 (Rs. 10,000 + Vat Rs.500.00) — [932, 1333, 1099, 1365]
table-row — [1143, 1252, 1490, 1278]
trade-list-item: ୫. ଟାଲି — [396, 1853, 434, 1868]
trade-list-item: ୩. ପୋଷାକ ତିଆରି — [396, 1814, 487, 1829]
malkangiri-addr: Odisha, Pin- 764045, Ph: 06861-230244 — [461, 392, 663, 405]
table-cell: 3 — [764, 1315, 782, 1333]
table-cell: From 11.00 Hrs of dt. 03.09.2016 to 5.00 Hrs of dt. 17.09.2016 — [558, 1271, 719, 1318]
sirdpr-date: Dated 25.08.2016 — [1400, 1718, 1488, 1730]
cpwd-item: 1. NIT No.34/NIT/SE/BCC/PWD/2016-2017, Name of work: Construction of First Floor (Vertical Extension) of Administrative- cum Academic (Science) Block for P.N. College in Khurda, Odisha including Architectural Features from Ground Floor to Floor Three Level.. Estimated Cost: ₹1,80,69,922.00, Earnest Money: ₹3,61,398.00, Period of Completion: 03 Months, Last time and date of submission of bid: 15.00 hours of 08.09.2016. — [1148, 1464, 1488, 1583]
itda-date: Date: 29.08.2016 — [649, 767, 734, 779]
bhawani1-sig-office: ଭବାନୀପାଟଣା ପୌରପାଳିକା — [216, 2057, 352, 2073]
table-cell: Particulars — [1143, 1159, 1273, 1174]
ssa-ref — [764, 773, 1112, 786]
principal-title: OFFICE OF THE PRINCIPAL — [1240, 108, 1440, 125]
table-row — [764, 1430, 1099, 1448]
principal-header-text — [1190, 108, 1490, 170]
